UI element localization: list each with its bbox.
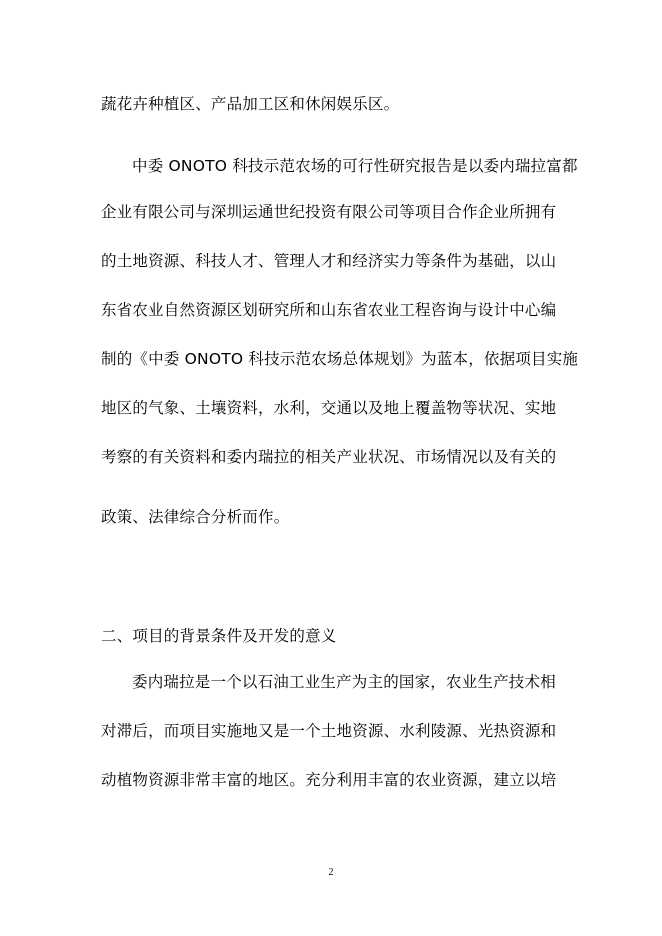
paragraph-line: 地区的气象、土壤资料，水利，交通以及地上覆盖物等状况、实地: [101, 399, 557, 417]
paragraph-line: 考察的有关资料和委内瑞拉的相关产业状况、市场情况以及有关的: [101, 448, 557, 466]
paragraph-line: 东省农业自然资源区划研究所和山东省农业工程咨询与设计中心编: [101, 301, 557, 319]
paragraph-line: 制的《中委 ONOTO 科技示范农场总体规划》为蓝本，依据项目实施: [101, 350, 579, 368]
paragraph-line: 企业有限公司与深圳运通世纪投资有限公司等项目合作企业所拥有: [101, 203, 557, 221]
paragraph-line: 动植物资源非常丰富的地区。充分利用丰富的农业资源，建立以培: [101, 771, 557, 789]
paragraph-line: 委内瑞拉是一个以石油工业生产为主的国家，农业生产技术相: [132, 673, 556, 691]
paragraph-line: 的土地资源、科技人才、管理人才和经济实力等条件为基础，以山: [101, 252, 557, 270]
paragraph-line: 对滞后，而项目实施地又是一个土地资源、水利陵源、光热资源和: [101, 722, 557, 740]
paragraph-line: 政策、法律综合分析而作。: [101, 508, 290, 526]
page-number: 2: [328, 867, 334, 878]
paragraph-line: 蔬花卉种植区、产品加工区和休闲娱乐区。: [101, 95, 400, 113]
section-heading: 二、项目的背景条件及开发的意义: [101, 627, 337, 645]
paragraph-line: 中委 ONOTO 科技示范农场的可行性研究报告是以委内瑞拉富都: [132, 157, 578, 175]
